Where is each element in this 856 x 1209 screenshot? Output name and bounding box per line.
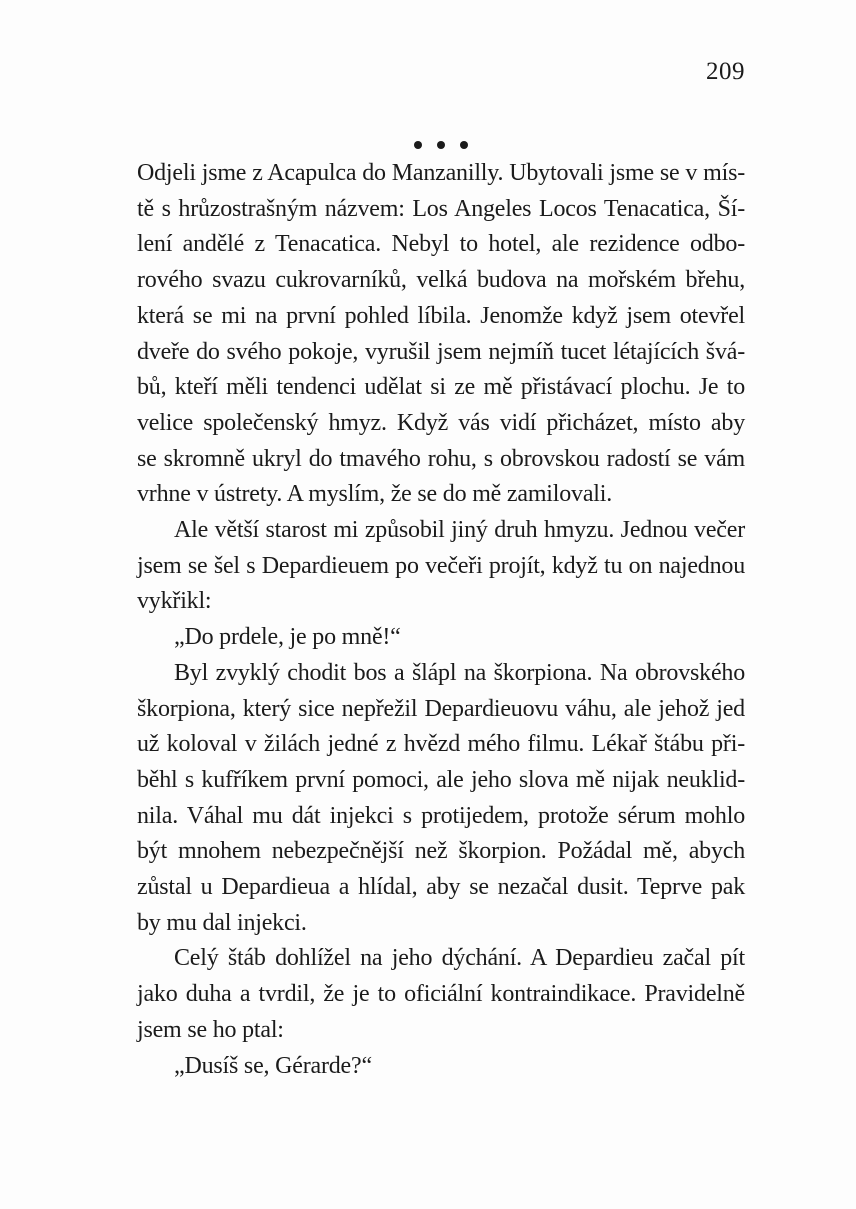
text-line: vykřikl: bbox=[137, 588, 212, 615]
section-separator bbox=[137, 139, 745, 151]
text-line: jsem se ho ptal: bbox=[137, 1016, 284, 1043]
paragraph bbox=[137, 156, 745, 513]
separator-dot bbox=[414, 141, 422, 149]
text-line: „Dusíš se, Gérarde?“ bbox=[174, 1052, 372, 1079]
separator-dot bbox=[437, 141, 445, 149]
text-line: rového svazu cukrovarníků, velká budova na mořském břehu, bbox=[137, 267, 745, 294]
text-line: tě s hrůzostrašným názvem: Los Angeles Locos Tenacatica, Ší- bbox=[137, 195, 745, 222]
page-number: 209 bbox=[706, 58, 745, 85]
paragraph bbox=[137, 941, 745, 1048]
text-line: lení andělé z Tenacatica. Nebyl to hotel, ale rezidence odbo- bbox=[137, 231, 745, 258]
text-line: bů, kteří měli tendenci udělat si ze mě přistávací plochu. Je to bbox=[137, 374, 745, 401]
text-line: která se mi na první pohled líbila. Jenomže když jsem otevřel bbox=[137, 302, 745, 329]
text-line: škorpiona, který sice nepřežil Depardieuovu váhu, ale jehož jed bbox=[137, 695, 745, 722]
text-line: se skromně ukryl do tmavého rohu, s obrovskou radostí se vám bbox=[137, 445, 745, 472]
text-line: jako duha a tvrdil, že je to oficiální kontraindikace. Pravidelně bbox=[137, 981, 745, 1008]
text-line: Ale větší starost mi způsobil jiný druh hmyzu. Jednou večer bbox=[174, 517, 745, 544]
text-line: dveře do svého pokoje, vyrušil jsem nejmíň tucet létajících švá- bbox=[137, 338, 745, 365]
text-line: vrhne v ústrety. A myslím, že se do mě zamilovali. bbox=[137, 481, 613, 508]
text-line: „Do prdele, je po mně!“ bbox=[174, 624, 401, 651]
separator-dot bbox=[460, 141, 468, 149]
text-line: jsem se šel s Depardieuem po večeři projít, když tu on najednou bbox=[137, 552, 745, 579]
text-line: být mnohem nebezpečnější než škorpion. Požádal mě, abych bbox=[137, 838, 745, 865]
text-line: by mu dal injekci. bbox=[137, 909, 307, 936]
text-line: běhl s kufříkem první pomoci, ale jeho slova mě nijak neuklid- bbox=[137, 766, 745, 793]
page-text bbox=[137, 156, 745, 1084]
text-line: Odjeli jsme z Acapulca do Manzanilly. Ubytovali jsme se v mís- bbox=[137, 160, 745, 186]
text-line: velice společenský hmyz. Když vás vidí přicházet, místo aby bbox=[137, 409, 745, 436]
text-line: Celý štáb dohlížel na jeho dýchání. A Depardieu začal pít bbox=[174, 945, 745, 972]
paragraph bbox=[137, 513, 745, 620]
text-line: Byl zvyklý chodit bos a šlápl na škorpiona. Na obrovského bbox=[174, 659, 745, 686]
text-line: už koloval v žilách jedné z hvězd mého filmu. Lékař štábu při- bbox=[137, 731, 745, 758]
text-line: zůstal u Depardieua a hlídal, aby se nezačal dusit. Teprve pak bbox=[137, 874, 745, 901]
paragraph bbox=[137, 1049, 745, 1085]
paragraph bbox=[137, 620, 745, 656]
paragraph bbox=[137, 656, 745, 942]
text-line: nila. Váhal mu dát injekci s protijedem, protože sérum mohlo bbox=[137, 802, 745, 829]
